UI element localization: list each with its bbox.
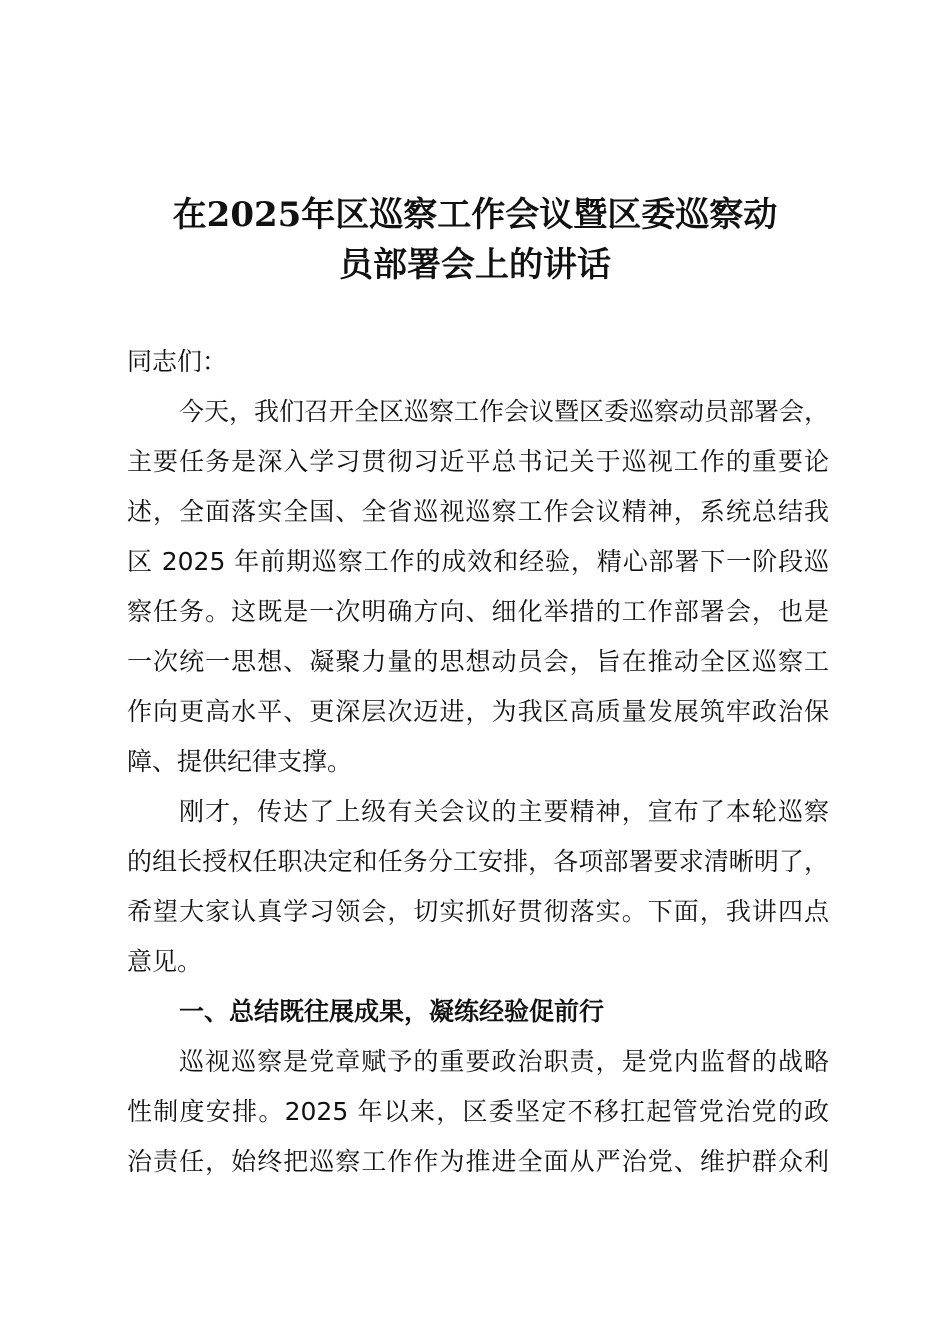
paragraph-line: 巡视巡察是党章赋予的重要政治职责，是党内监督的战略 <box>179 1047 829 1076</box>
paragraph-line: 一次统一思想、凝聚力量的思想动员会，旨在推动全区巡察工 <box>127 647 829 676</box>
paragraph-line: 治责任，始终把巡察工作作为推进全面从严治党、维护群众利 <box>127 1147 829 1176</box>
paragraph <box>127 1037 829 1187</box>
paragraph-line: 今天，我们召开全区巡察工作会议暨区委巡察动员部署会， <box>179 397 830 426</box>
document-title-line-1: 在2025年区巡察工作会议暨区委巡察动 <box>172 195 778 235</box>
paragraph-line: 主要任务是深入学习贯彻习近平总书记关于巡视工作的重要论 <box>127 447 829 476</box>
paragraph-line: 的组长授权任职决定和任务分工安排，各项部署要求清晰明了， <box>127 847 829 876</box>
paragraph-line: 区 2025 年前期巡察工作的成效和经验，精心部署下一阶段巡 <box>127 547 829 576</box>
section-heading: 一、总结既往展成果，凝练经验促前行 <box>179 997 605 1026</box>
paragraph <box>127 387 829 787</box>
paragraph-line: 作向更高水平、更深层次迈进，为我区高质量发展筑牢政治保 <box>127 697 829 726</box>
paragraph-line: 性制度安排。2025 年以来，区委坚定不移扛起管党治党的政 <box>127 1097 829 1126</box>
paragraph-line: 意见。 <box>127 947 203 976</box>
paragraph-line: 希望大家认真学习领会，切实抓好贯彻落实。下面，我讲四点 <box>127 897 829 926</box>
salutation: 同志们： <box>127 347 228 376</box>
paragraph <box>127 787 829 987</box>
paragraph-line: 障、提供纪律支撑。 <box>127 747 353 776</box>
document-title-line-2: 员部署会上的讲话 <box>339 245 611 285</box>
paragraph-line: 察任务。这既是一次明确方向、细化举措的工作部署会，也是 <box>127 597 829 626</box>
document-body <box>127 337 829 1187</box>
paragraph-line: 述，全面落实全国、全省巡视巡察工作会议精神，系统总结我 <box>127 497 829 526</box>
paragraph-line: 刚才，传达了上级有关会议的主要精神，宣布了本轮巡察 <box>179 797 829 826</box>
